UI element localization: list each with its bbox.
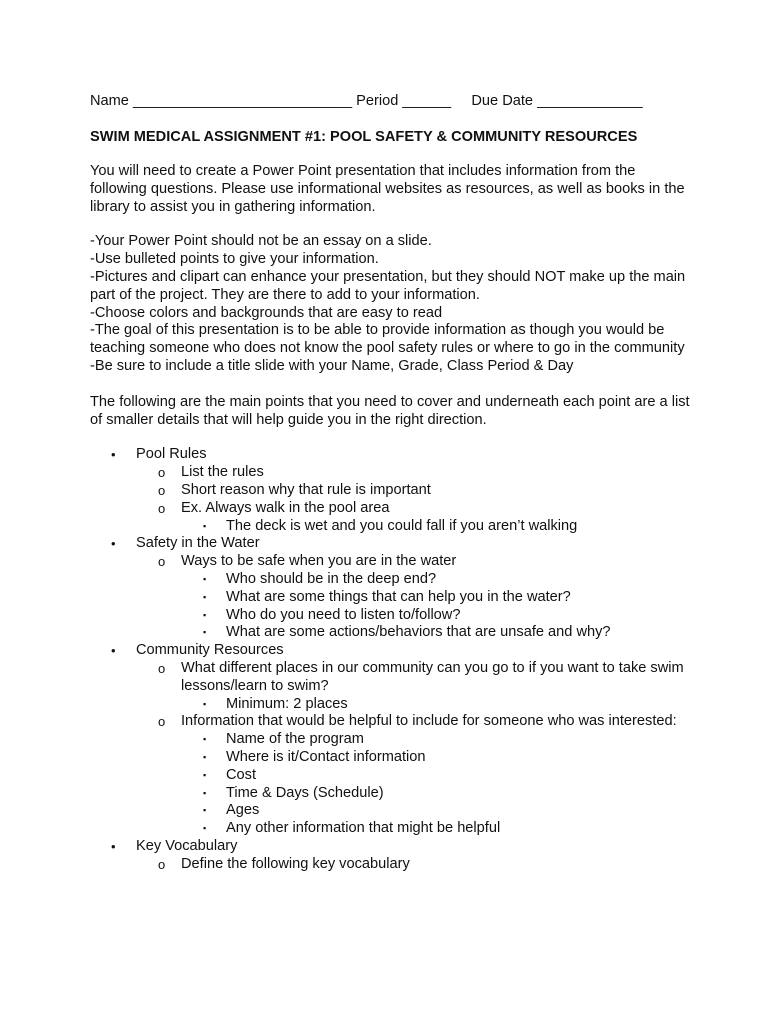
square-bullet-icon: ▪ xyxy=(203,751,207,762)
detail-item xyxy=(181,571,690,589)
detail-item xyxy=(181,731,690,749)
detail-list xyxy=(181,518,690,536)
detail-label: Who do you need to listen to/follow? xyxy=(226,606,461,623)
sub-point-label: Short reason why that rule is important xyxy=(181,481,431,498)
detail-item xyxy=(181,624,690,642)
detail-item xyxy=(181,589,690,607)
tip-item: -Pictures and clipart can enhance your presentation, but they should NOT make up the main part of the project. They are there to add to your information. xyxy=(90,268,686,303)
sub-point-list xyxy=(136,553,690,642)
detail-label: Cost xyxy=(226,766,257,783)
square-bullet-icon: ▪ xyxy=(203,627,207,638)
detail-item xyxy=(181,607,690,625)
sub-point xyxy=(136,482,690,500)
square-bullet-icon: ▪ xyxy=(203,734,207,745)
circle-bullet-icon: o xyxy=(158,500,166,516)
detail-item xyxy=(181,767,690,785)
detail-list xyxy=(181,696,690,714)
sub-point xyxy=(136,856,690,874)
main-point-key-vocabulary xyxy=(90,838,690,874)
detail-label: What are some actions/behaviors that are unsafe and why? xyxy=(226,624,611,641)
assignment-title: SWIM MEDICAL ASSIGNMENT #1: POOL SAFETY & COMMUNITY RESOURCES xyxy=(90,129,638,145)
sub-point xyxy=(136,553,690,642)
square-bullet-icon: ▪ xyxy=(203,573,207,584)
sub-point xyxy=(136,713,690,838)
tip-item: -Choose colors and backgrounds that are easy to read xyxy=(90,304,443,321)
tip-item: -Be sure to include a title slide with your Name, Grade, Class Period & Day xyxy=(90,357,574,374)
detail-label: Where is it/Contact information xyxy=(226,748,426,765)
main-point-label: Key Vocabulary xyxy=(136,837,238,854)
sub-point xyxy=(136,660,690,713)
main-point-safety-in-water xyxy=(90,535,690,642)
detail-label: Who should be in the deep end? xyxy=(226,570,437,587)
sub-point xyxy=(136,500,690,536)
square-bullet-icon: ▪ xyxy=(203,609,207,620)
bullet-icon: • xyxy=(111,643,116,659)
square-bullet-icon: ▪ xyxy=(203,698,207,709)
circle-bullet-icon: o xyxy=(158,714,166,730)
tip-item: -The goal of this presentation is to be able to provide information as though you would be teaching someone who does not know the pool safety rules or where to go in the community xyxy=(90,322,685,357)
circle-bullet-icon: o xyxy=(158,465,166,481)
sub-point-list xyxy=(136,464,690,535)
detail-list xyxy=(181,571,690,642)
circle-bullet-icon: o xyxy=(158,660,166,676)
square-bullet-icon: ▪ xyxy=(203,823,207,834)
circle-bullet-icon: o xyxy=(158,482,166,498)
main-point-label: Community Resources xyxy=(136,642,284,659)
tip-item: -Use bulleted points to give your information. xyxy=(90,251,379,268)
sub-point-list xyxy=(136,856,690,874)
name-period-date-line: Name ___________________________ Period ______ Due Date _____________ xyxy=(90,93,643,109)
lead-paragraph: The following are the main points that you need to cover and underneath each point are a list of smaller details that will help guide you in the right direction. xyxy=(90,393,690,428)
detail-label: The deck is wet and you could fall if you aren’t walking xyxy=(226,517,578,534)
bullet-icon: • xyxy=(111,536,116,552)
detail-item xyxy=(181,820,690,838)
detail-item xyxy=(181,518,690,536)
sub-point-label: Ex. Always walk in the pool area xyxy=(181,499,390,516)
circle-bullet-icon: o xyxy=(158,856,166,872)
detail-item xyxy=(181,696,690,714)
main-point-label: Safety in the Water xyxy=(136,535,260,552)
main-point-label: Pool Rules xyxy=(136,446,207,463)
sub-point-label: Ways to be safe when you are in the water xyxy=(181,553,457,570)
document-content xyxy=(90,92,690,873)
intro-paragraph: You will need to create a Power Point presentation that includes information from the following questions. Please use informational websites as resources, as well as books in the library to assist you in gathering information. xyxy=(90,163,685,215)
detail-label: Minimum: 2 places xyxy=(226,695,348,712)
detail-item xyxy=(181,785,690,803)
detail-label: Ages xyxy=(226,802,260,819)
sub-point-list xyxy=(136,660,690,838)
detail-label: What are some things that can help you in the water? xyxy=(226,588,571,605)
square-bullet-icon: ▪ xyxy=(203,769,207,780)
detail-item xyxy=(181,749,690,767)
tip-item: -Your Power Point should not be an essay on a slide. xyxy=(90,233,432,250)
square-bullet-icon: ▪ xyxy=(203,787,207,798)
detail-label: Any other information that might be helpful xyxy=(226,820,501,837)
main-point-pool-rules xyxy=(90,446,690,535)
detail-item xyxy=(181,802,690,820)
square-bullet-icon: ▪ xyxy=(203,520,207,531)
detail-label: Time & Days (Schedule) xyxy=(226,784,384,801)
circle-bullet-icon: o xyxy=(158,554,166,570)
bullet-icon: • xyxy=(111,447,116,463)
sub-point-label: Define the following key vocabulary xyxy=(181,855,410,872)
sub-point-label: What different places in our community can you go to if you want to take swim lessons/learn to swim? xyxy=(181,659,684,694)
main-points-list xyxy=(90,446,690,873)
main-point-community-resources xyxy=(90,642,690,838)
sub-point-label: Information that would be helpful to include for someone who was interested: xyxy=(181,713,677,730)
bullet-icon: • xyxy=(111,838,116,854)
square-bullet-icon: ▪ xyxy=(203,805,207,816)
sub-point-label: List the rules xyxy=(181,464,264,481)
sub-point xyxy=(136,464,690,482)
detail-label: Name of the program xyxy=(226,731,364,748)
tips-list xyxy=(90,233,690,375)
detail-list xyxy=(181,731,690,838)
square-bullet-icon: ▪ xyxy=(203,591,207,602)
